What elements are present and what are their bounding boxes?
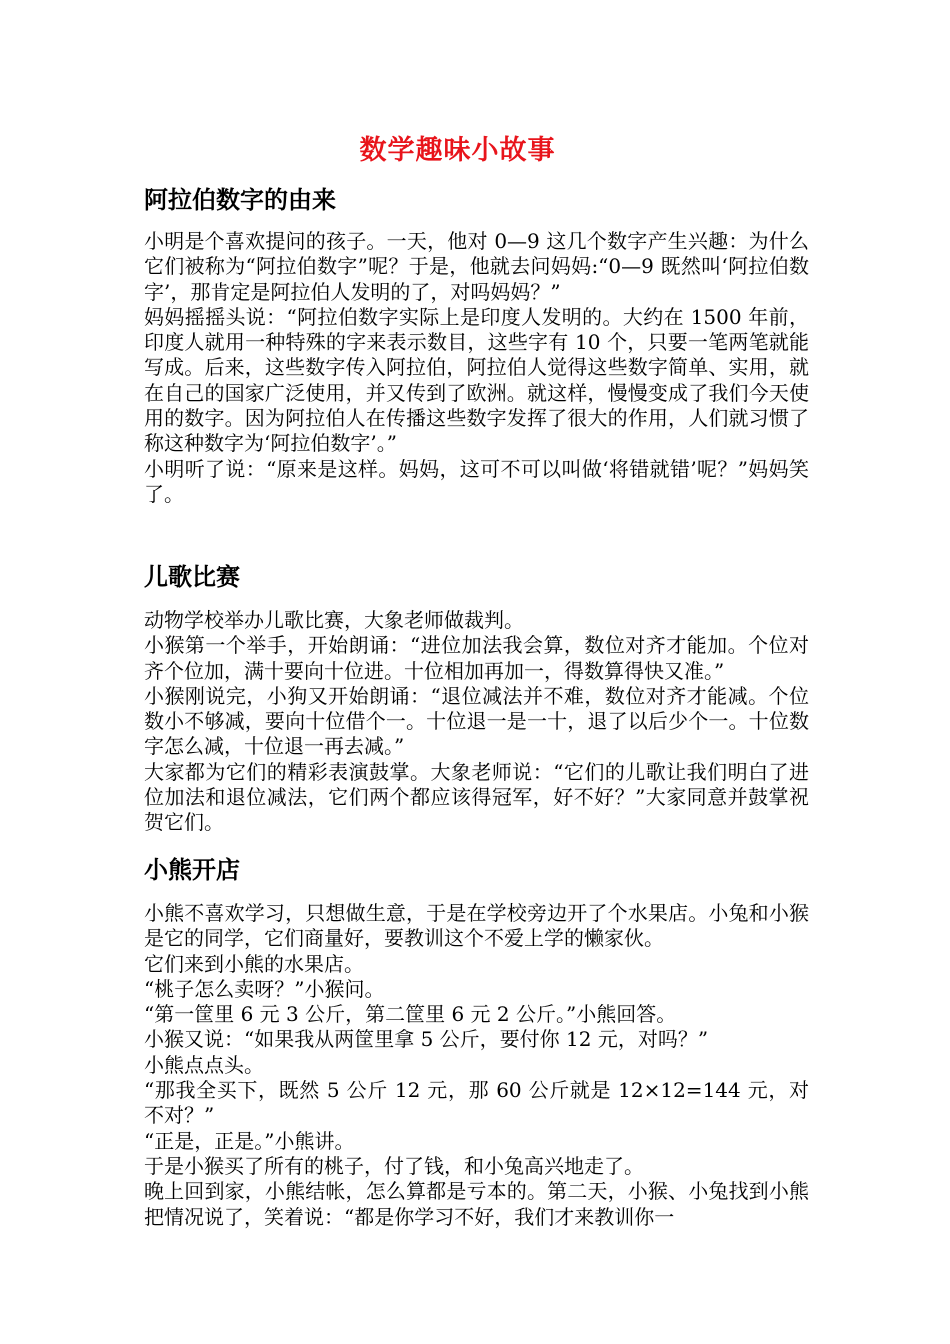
paragraph: 小熊点点头。 [144,1052,264,1077]
paragraph: 于是小猴买了所有的桃子，付了钱，和小兔高兴地走了。 [144,1153,644,1178]
paragraph: 妈妈摇摇头说：“阿拉伯数字实际上是印度人发明的。大约在 1500 年前，印度人就用一种特殊的字来表示数目，这些字有 10 个，只要一笔两笔就能写成。后来，这些数字传入阿拉伯，阿拉伯人觉得这些数字简单、实用，就在自己的国家广泛使用，并又传到了欧洲。就这样，慢慢变成了我们今天使用的数字。因为阿拉伯人在传播这些数字发挥了很大的作用，人们就习惯了称这种数字为‘阿拉伯数字’。” [144,304,809,456]
document-title: 数学趣味小故事 [359,135,556,166]
paragraph: 晚上回到家，小熊结帐，怎么算都是亏本的。第二天，小猴、小兔找到小熊把情况说了，笑着说：“都是你学习不好，我们才来教训你一 [144,1179,809,1229]
paragraph: 大家都为它们的精彩表演鼓掌。大象老师说：“它们的儿歌让我们明白了进位加法和退位减法，它们两个都应该得冠军，好不好？”大家同意并鼓掌祝贺它们。 [144,759,809,835]
paragraph: 小明听了说：“原来是这样。妈妈，这可不可以叫做‘将错就错’呢？”妈妈笑了。 [144,456,809,506]
paragraph: “那我全买下，既然 5 公斤 12 元，那 60 公斤就是 12×12=144 元，对不对？” [144,1078,809,1128]
section-arabic-numerals [144,183,809,507]
section-heading: 儿歌比赛 [144,563,240,591]
paragraph: 小熊不喜欢学习，只想做生意，于是在学校旁边开了个水果店。小兔和小猴是它的同学，它们商量好，要教训这个不爱上学的懒家伙。 [144,901,809,951]
section-nursery-rhyme-contest [144,560,809,836]
paragraph: 它们来到小熊的水果店。 [144,951,364,976]
paragraph: 小猴刚说完，小狗又开始朗诵：“退位减法并不难，数位对齐才能减。个位数小不够减，要向十位借个一。十位退一是一十，退了以后少个一。十位数字怎么减，十位退一再去减。” [144,683,809,759]
paragraph: 动物学校举办儿歌比赛，大象老师做裁判。 [144,608,524,632]
section-heading: 阿拉伯数字的由来 [144,186,336,214]
paragraph: 小猴第一个举手，开始朗诵：“进位加法我会算，数位对齐才能加。个位对齐个位加，满十要向十位进。十位相加再加一，得数算得快又准。” [144,633,809,683]
section-body [144,608,809,836]
paragraph: “第一筐里 6 元 3 公斤，第二筐里 6 元 2 公斤。”小熊回答。 [144,1002,677,1027]
section-body [144,229,809,507]
section-little-bear-shop [144,853,809,1230]
paragraph: 小明是个喜欢提问的孩子。一天，他对 0—9 这几个数字产生兴趣：为什么它们被称为“阿拉伯数字”呢？于是，他就去问妈妈:“0—9 既然叫‘阿拉伯数字’，那肯定是阿拉伯人发明的了，对吗妈妈？” [144,229,809,304]
paragraph: 小猴又说：“如果我从两筐里拿 5 公斤，要付你 12 元，对吗？” [144,1027,709,1052]
section-heading: 小熊开店 [144,856,240,884]
paragraph: “正是，正是。”小熊讲。 [144,1128,355,1153]
section-body [144,901,809,1230]
paragraph: “桃子怎么卖呀？”小猴问。 [144,976,385,1001]
